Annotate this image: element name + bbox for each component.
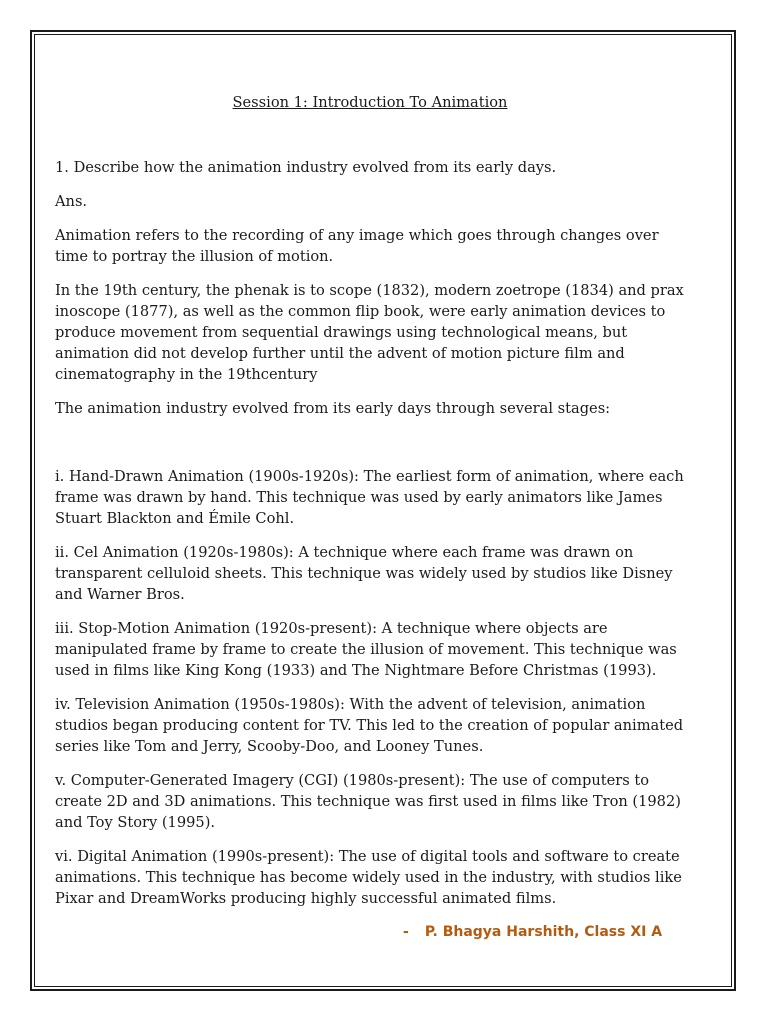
stage-item: iii. Stop-Motion Animation (1920s-present): A technique where objects are manipulated frame by frame to create the illusion of movement. This technique was used in films like King Kong (1933) and The Nightmare Before Christmas (1993). — [55, 620, 677, 679]
intro-paragraph: The animation industry evolved from its early days through several stages: — [55, 400, 611, 417]
document-body — [55, 92, 685, 922]
answer-label: Ans. — [55, 193, 88, 210]
signature-dash: - — [403, 924, 409, 940]
page-title: Session 1: Introduction To Animation — [232, 94, 508, 111]
question-text: 1. Describe how the animation industry evolved from its early days. — [55, 159, 557, 176]
author-signature — [403, 924, 662, 940]
blank-gap — [55, 432, 685, 466]
stage-item: i. Hand-Drawn Animation (1900s-1920s): The earliest form of animation, where each frame was drawn by hand. This technique was used by early animators like James Stuart Blackton and Émile Cohl. — [55, 468, 684, 527]
signature-text: P. Bhagya Harshith, Class XI A — [424, 924, 663, 940]
intro-paragraph: Animation refers to the recording of any image which goes through changes over time to portray the illusion of motion. — [55, 227, 659, 265]
stage-item: ii. Cel Animation (1920s-1980s): A technique where each frame was drawn on transparent celluloid sheets. This technique was widely used by studios like Disney and Warner Bros. — [55, 544, 673, 603]
stage-item: vi. Digital Animation (1990s-present): The use of digital tools and software to create animations. This technique has become widely used in the industry, with studios like Pixar and DreamWorks producing highly successful animated films. — [55, 848, 682, 907]
intro-paragraph: In the 19th century, the phenak is to scope (1832), modern zoetrope (1834) and prax inoscope (1877), as well as the common flip book, were early animation devices to produce movement from sequential drawings using technological means, but animation did not develop further until the advent of motion picture film and cinematography in the 19thcentury — [55, 282, 684, 383]
stage-item: iv. Television Animation (1950s-1980s): With the advent of television, animation studios began producing content for TV. This led to the creation of popular animated series like Tom and Jerry, Scooby-Doo, and Looney Tunes. — [55, 696, 684, 755]
stage-item: v. Computer-Generated Imagery (CGI) (1980s-present): The use of computers to create 2D and 3D animations. This technique was first used in films like Tron (1982) and Toy Story (1995). — [55, 772, 681, 831]
